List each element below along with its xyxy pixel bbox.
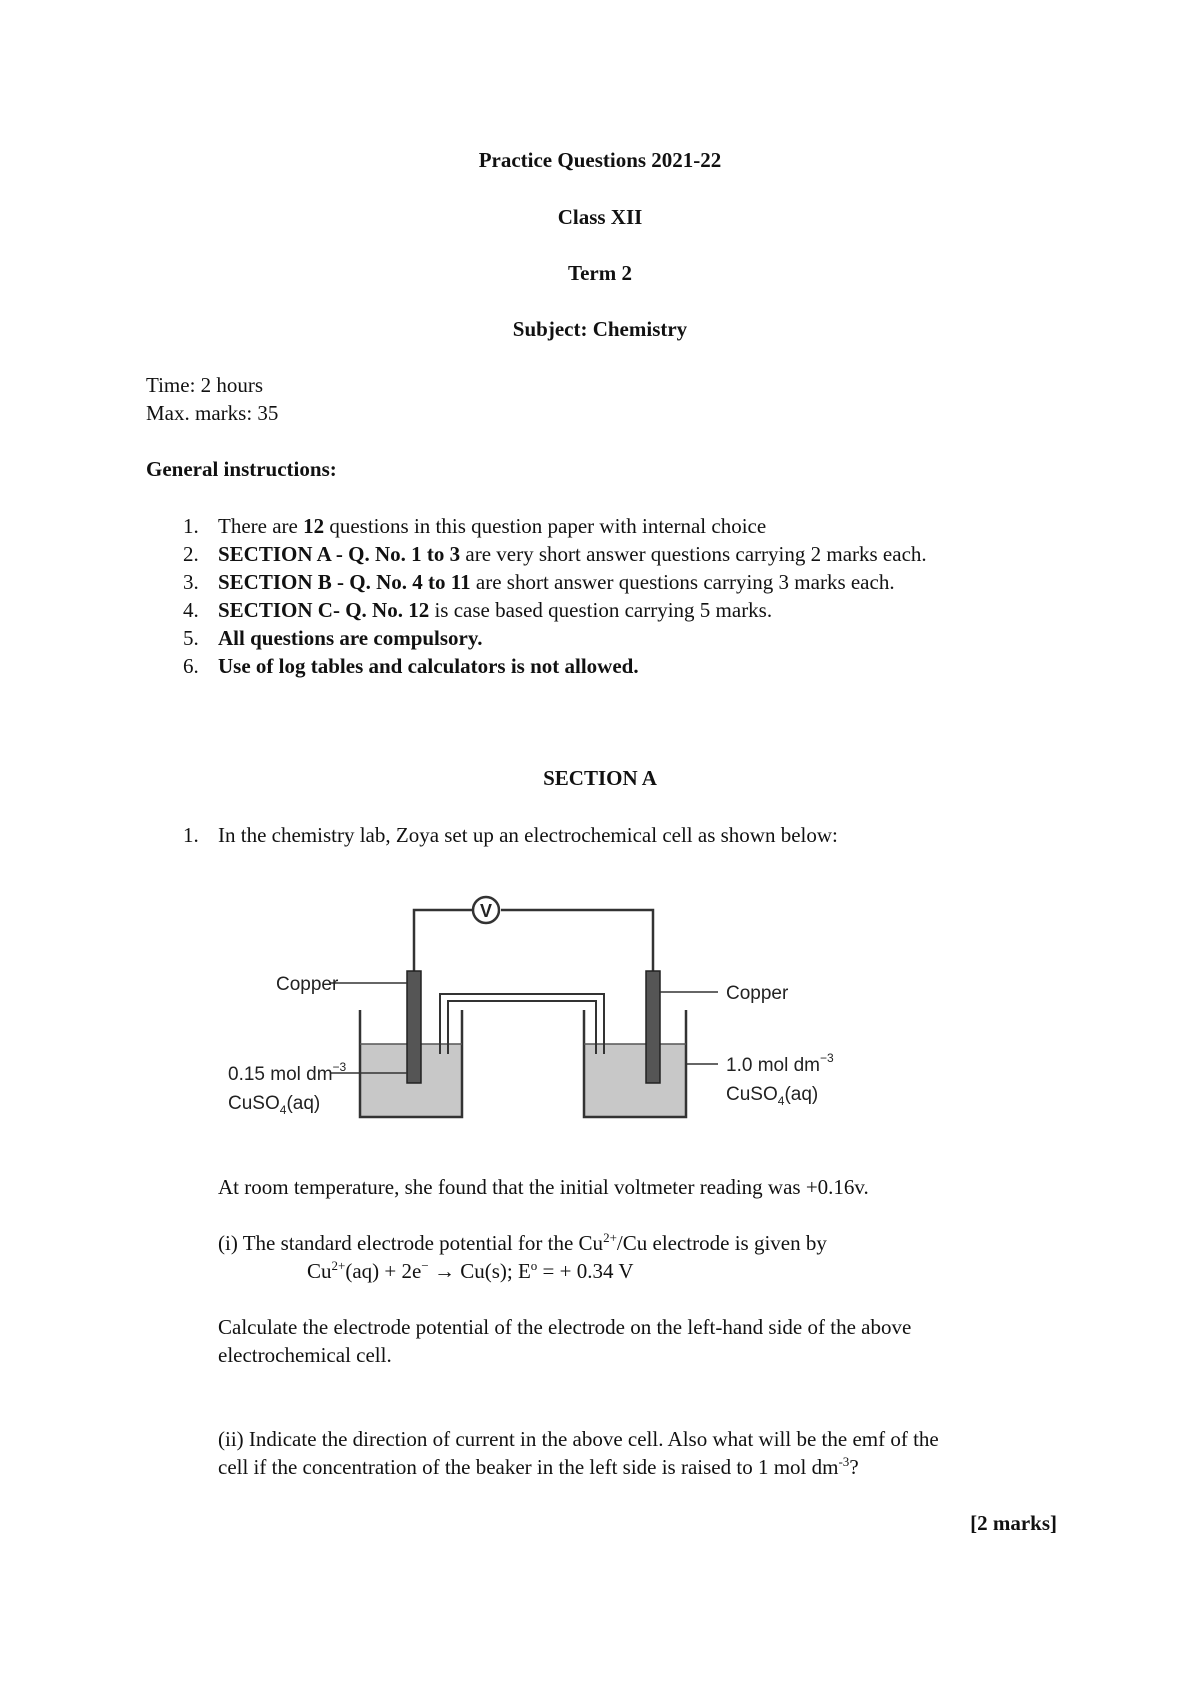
marks-label: [2 marks] [970,1511,1057,1535]
list-item: SECTION C- Q. No. 12 is case based question carrying 5 marks. [218,598,773,622]
part-ii-text-line-1: (ii) Indicate the direction of current in the above cell. Also what will be the emf of the [218,1427,939,1451]
observation-text: At room temperature, she found that the initial voltmeter reading was +0.16v. [218,1175,869,1199]
term-label: Term 2 [568,261,632,285]
section-a-heading: SECTION A [543,766,657,790]
list-number: 2. [183,542,199,566]
list-item: Use of log tables and calculators is not allowed. [218,654,639,678]
class-label: Class XII [557,205,643,229]
left-copper-electrode [407,971,421,1083]
list-item: There are 12 questions in this question paper with internal choice [218,514,767,538]
list-number: 1. [183,514,199,538]
list-item: SECTION B - Q. No. 4 to 11 are short answer questions carrying 3 marks each. [218,570,895,594]
list-number: 6. [183,654,199,678]
electrochemical-cell-diagram [218,868,868,1138]
part-ii-text-line-2: cell if the concentration of the beaker in the left side is raised to 1 mol $dm^{-3}$? [218,1454,859,1479]
list-number: 4. [183,598,199,622]
right-copper-electrode [646,971,660,1083]
list-item: All questions are compulsory. [218,626,483,650]
right-concentration-label: 1.0 mol $dm^{-3}$ [726,1051,834,1076]
question-number: 1. [183,823,199,847]
calculate-text-line-2: electrochemical cell. [218,1343,392,1367]
list-item: SECTION A - Q. No. 1 to 3 are very short answer questions carrying 2 marks each. [218,542,927,566]
question-intro: In the chemistry lab, Zoya set up an electrochemical cell as shown below: [218,823,838,847]
left-electrode-label: Copper [276,974,339,995]
paper-title: Practice Questions 2021-22 [478,148,722,172]
right-solution [584,1044,686,1117]
part-i-text: (i) The standard electrode potential for the $Cu^{2+}/Cu$ electrode is given by [218,1230,827,1255]
voltmeter-label: V [479,901,493,921]
instructions-heading: General instructions: [146,457,337,481]
left-solution-label: CuSO$_4$(aq) [228,1093,321,1117]
subject-label: Subject: Chemistry [512,317,688,341]
list-number: 3. [183,570,199,594]
list-number: 5. [183,626,199,650]
half-reaction-equation: $Cu^{2+}(aq) + 2e^- \to Cu(s)$; $E^o$ = + 0.34 V [307,1258,634,1283]
max-marks-label: Max. marks: 35 [146,401,279,425]
right-solution-label: CuSO$_4$(aq) [726,1084,819,1108]
time-label: Time: 2 hours [146,373,264,397]
left-concentration-label: 0.15 mol $dm^{-3}$ [228,1060,347,1085]
right-electrode-label: Copper [726,983,789,1004]
calculate-text-line-1: Calculate the electrode potential of the electrode on the left-hand side of the above [218,1315,912,1339]
